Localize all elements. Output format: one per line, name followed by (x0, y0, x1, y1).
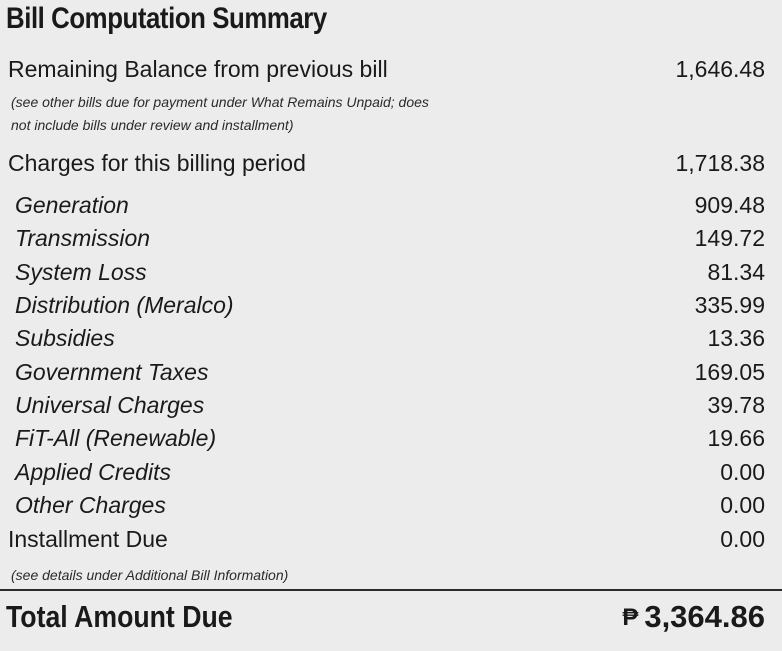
charge-item-label: Transmission (15, 225, 151, 251)
charge-item-label: Distribution (Meralco) (15, 292, 234, 318)
charge-item-label: Government Taxes (15, 359, 209, 385)
remaining-balance-note-1: (see other bills due for payment under What Remains Unpaid; does (11, 94, 429, 110)
charge-item-value: 39.78 (707, 392, 765, 418)
page-title: Bill Computation Summary (6, 2, 327, 35)
charge-item-value: 335.99 (694, 292, 765, 318)
charge-item-value: 909.48 (694, 192, 765, 218)
total-divider (0, 589, 782, 591)
charge-item-label: FiT-All (Renewable) (15, 425, 217, 451)
charge-item-label: Applied Credits (15, 459, 171, 485)
charge-item-value: 149.72 (694, 225, 765, 251)
total-label: Total Amount Due (6, 599, 233, 634)
charge-item-value: 0.00 (720, 459, 765, 485)
charge-item-label: Generation (15, 192, 129, 218)
remaining-balance-note-2: not include bills under review and installment) (11, 117, 294, 133)
charges-value: 1,718.38 (675, 150, 765, 176)
remaining-balance-label: Remaining Balance from previous bill (8, 56, 388, 82)
peso-sign-icon: ₱ (622, 604, 639, 631)
installment-note: (see details under Additional Bill Information) (11, 567, 289, 583)
installment-label: Installment Due (8, 526, 168, 552)
charge-item-value: 13.36 (707, 325, 765, 351)
charge-item-value: 81.34 (707, 259, 765, 285)
charge-item-label: Other Charges (15, 492, 166, 518)
total-value: 3,364.86 (644, 599, 765, 634)
charge-item-label: System Loss (15, 259, 147, 285)
charge-item-label: Subsidies (15, 325, 115, 351)
charges-label: Charges for this billing period (8, 150, 306, 176)
remaining-balance-value: 1,646.48 (675, 56, 765, 82)
charge-item-value: 19.66 (707, 425, 765, 451)
charge-item-value: 0.00 (720, 492, 765, 518)
total-amount (622, 599, 765, 635)
installment-value: 0.00 (720, 526, 765, 552)
charge-item-label: Universal Charges (15, 392, 205, 418)
charge-item-value: 169.05 (694, 359, 765, 385)
